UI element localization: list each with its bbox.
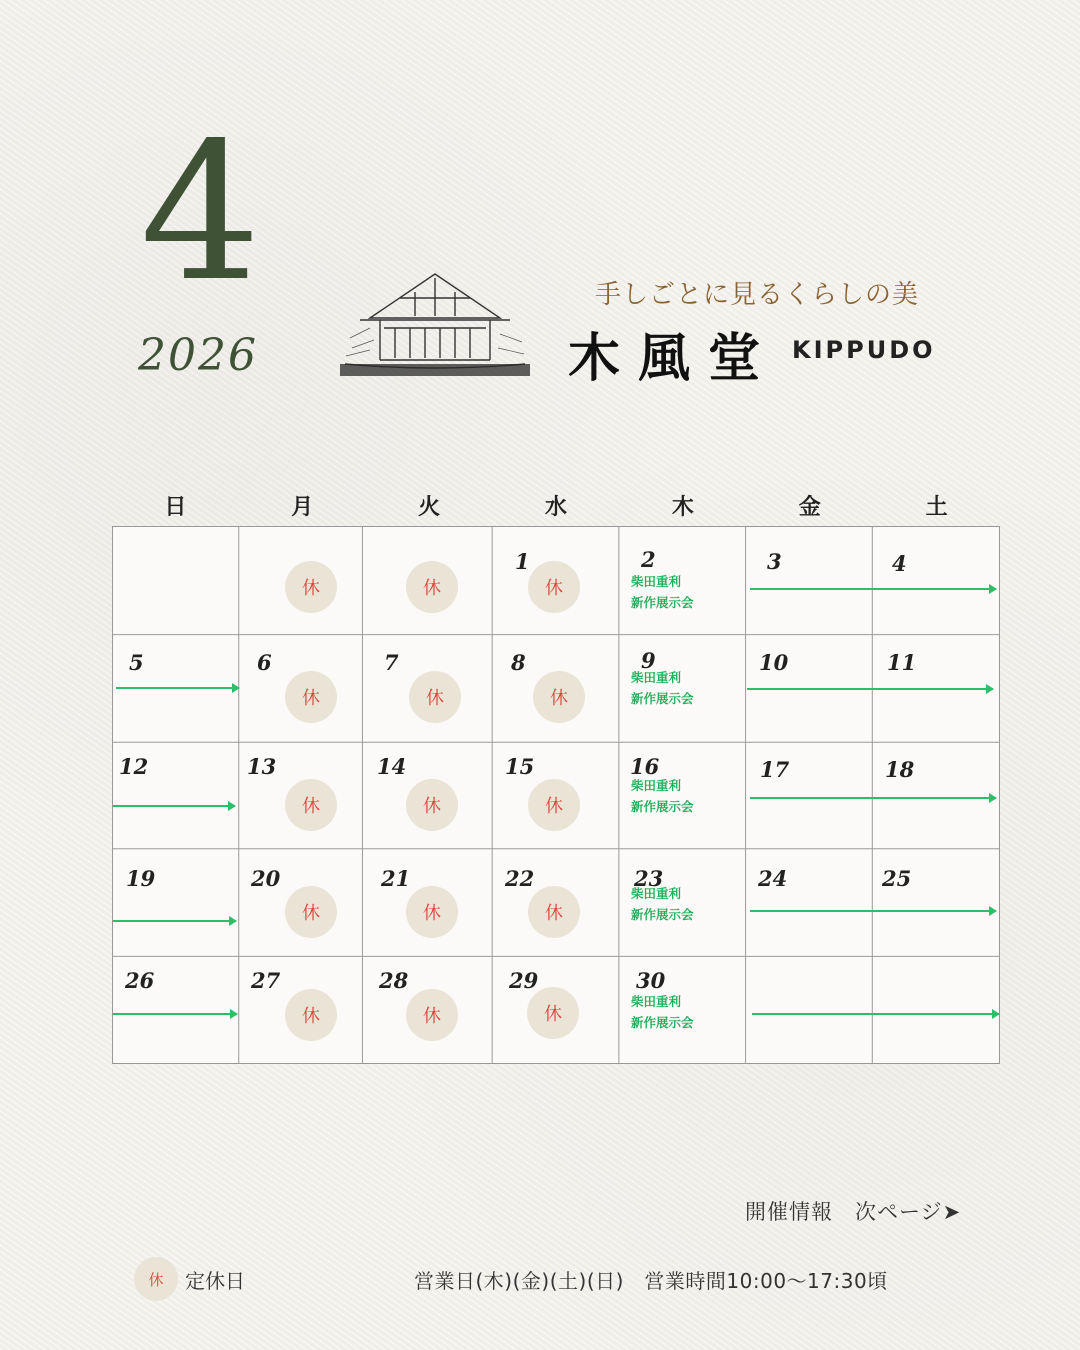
closed-badge: 休 (285, 886, 337, 938)
event-note (631, 883, 694, 925)
event-line-artist: 柴田重利 (631, 994, 682, 1009)
day-number: 21 (381, 866, 411, 891)
closed-badge: 休 (533, 671, 585, 723)
day-number: 10 (759, 650, 789, 675)
closed-badge: 休 (409, 671, 461, 723)
closed-badge: 休 (285, 779, 337, 831)
event-span-arrow (750, 588, 996, 590)
event-span-arrow (113, 920, 236, 922)
month-number: 4 (140, 102, 261, 323)
year-label: 2026 (138, 330, 258, 381)
day-number: 12 (119, 754, 149, 779)
event-note (631, 667, 694, 709)
house-illustration (340, 268, 530, 376)
day-number: 22 (505, 866, 535, 891)
day-number: 18 (885, 757, 915, 782)
event-line-title: 新作展示会 (631, 1015, 694, 1030)
day-number: 23 (634, 866, 664, 891)
closed-badge: 休 (406, 886, 458, 938)
day-number: 9 (641, 648, 656, 673)
event-line-title: 新作展示会 (631, 691, 694, 706)
weekday-header (112, 490, 1000, 524)
next-page-link[interactable]: 開催情報 次ページ➤ (745, 1200, 962, 1224)
event-span-arrow (113, 805, 235, 807)
day-number: 8 (511, 650, 526, 675)
day-number: 3 (767, 549, 782, 574)
weekday-thu: 木 (671, 495, 694, 520)
event-line-title: 新作展示会 (631, 799, 694, 814)
day-number: 6 (257, 650, 272, 675)
weekday-wed: 水 (545, 495, 568, 520)
event-line-artist: 柴田重利 (631, 574, 682, 589)
weekday-tue: 火 (418, 495, 441, 520)
calendar-grid (112, 526, 1000, 1064)
legend-closed-badge: 休 (134, 1257, 178, 1301)
event-span-arrow (750, 797, 996, 799)
closed-badge: 休 (528, 561, 580, 613)
closed-badge: 休 (406, 989, 458, 1041)
logo-kanji: 木風堂 (568, 328, 779, 389)
closed-badge: 休 (285, 561, 337, 613)
day-number: 27 (251, 968, 281, 993)
day-number: 25 (882, 866, 912, 891)
day-number: 15 (505, 754, 535, 779)
day-number: 19 (126, 866, 156, 891)
weekday-sun: 日 (164, 495, 187, 520)
day-number: 28 (379, 968, 409, 993)
event-note (631, 571, 694, 613)
logo-roman: KIPPUDO (792, 336, 936, 364)
day-number: 1 (515, 549, 530, 574)
event-span-arrow (747, 688, 993, 690)
event-line-title: 新作展示会 (631, 595, 694, 610)
event-span-arrow (750, 910, 996, 912)
closed-badge: 休 (285, 989, 337, 1041)
event-line-title: 新作展示会 (631, 907, 694, 922)
day-number: 20 (251, 866, 281, 891)
closed-badge: 休 (406, 561, 458, 613)
closed-badge: 休 (527, 987, 579, 1039)
closed-badge: 休 (528, 886, 580, 938)
event-line-artist: 柴田重利 (631, 886, 682, 901)
event-line-artist: 柴田重利 (631, 670, 682, 685)
day-number: 24 (758, 866, 788, 891)
day-number: 7 (384, 650, 399, 675)
weekday-sat: 土 (925, 495, 948, 520)
legend-label: 定休日 (185, 1269, 245, 1293)
day-number: 17 (760, 757, 790, 782)
closed-badge: 休 (285, 671, 337, 723)
event-line-artist: 柴田重利 (631, 778, 682, 793)
day-number: 30 (636, 968, 666, 993)
day-number: 4 (892, 551, 907, 576)
event-span-arrow (113, 1013, 237, 1015)
event-span-arrow (752, 1013, 999, 1015)
day-number: 29 (509, 968, 539, 993)
closed-badge: 休 (406, 779, 458, 831)
day-number: 2 (641, 547, 656, 572)
weekday-mon: 月 (291, 495, 314, 520)
day-number: 26 (125, 968, 155, 993)
weekday-fri: 金 (798, 495, 821, 520)
day-number: 16 (630, 754, 660, 779)
event-note (631, 775, 694, 817)
event-note (631, 991, 694, 1033)
event-span-arrow (116, 687, 239, 689)
closed-badge: 休 (528, 779, 580, 831)
tagline: 手しごとに見るくらしの美 (595, 280, 920, 310)
day-number: 13 (247, 754, 277, 779)
day-number: 11 (887, 650, 917, 675)
day-number: 14 (377, 754, 407, 779)
business-hours: 営業日(木)(金)(土)(日) 営業時間10:00〜17:30頃 (414, 1269, 888, 1293)
day-number: 5 (129, 650, 144, 675)
